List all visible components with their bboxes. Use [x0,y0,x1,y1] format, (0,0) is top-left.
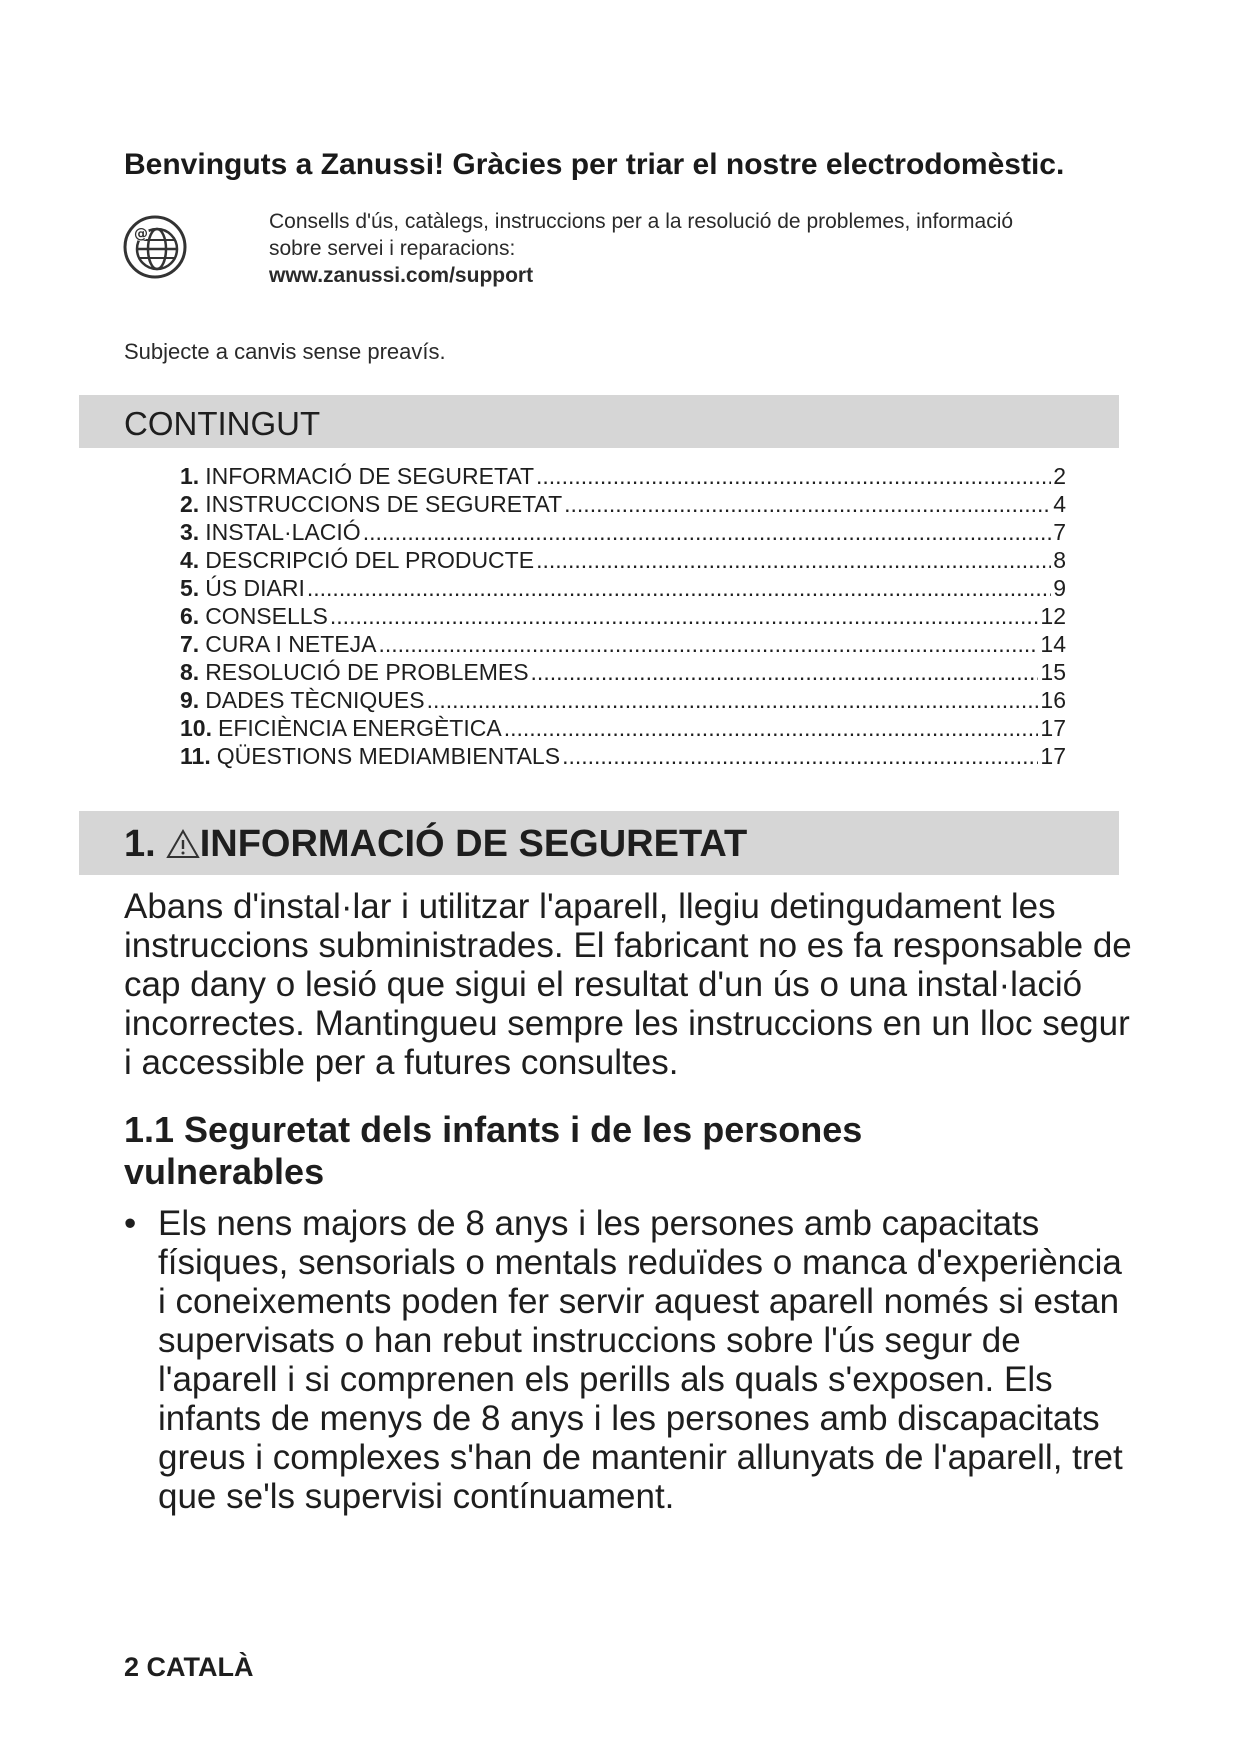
toc-item[interactable] [180,462,1066,490]
section-title [124,824,747,864]
toc-leader-dots [562,742,1038,770]
toc-leader-dots [427,686,1039,714]
svg-text:@: @ [134,226,148,242]
toc-item-number: 1. [180,463,200,489]
support-text-line2: sobre servei i reparacions: [269,237,516,260]
support-info [269,208,1149,289]
toc-item-page: 8 [1053,547,1066,573]
toc-item-number: 11. [180,743,211,769]
toc-item-page: 15 [1040,659,1066,685]
toc-item-label: EFICIÈNCIA ENERGÈTICA [217,715,502,741]
toc-item-label: INFORMACIÓ DE SEGURETAT [205,463,535,489]
toc-leader-dots [536,462,1051,490]
toc-item-label: QÜESTIONS MEDIAMBIENTALS [216,743,561,769]
toc-item-page: 9 [1053,575,1066,601]
toc-item-number: 7. [180,631,200,657]
subsection-title: 1.1 Seguretat dels infants i de les persones vulnerables [124,1109,863,1192]
page-footer: 2 CATALÀ [124,1652,254,1682]
toc-item-label: INSTRUCCIONS DE SEGURETAT [205,491,563,517]
toc-item-label: RESOLUCIÓ DE PROBLEMES [205,659,529,685]
toc-item[interactable] [180,742,1066,770]
toc-item-number: 10. [180,715,212,741]
toc-item-page: 17 [1040,743,1066,769]
toc-item-number: 2. [180,491,200,517]
toc-item-page: 12 [1040,603,1066,629]
toc-item-number: 6. [180,603,200,629]
toc-item-number: 5. [180,575,200,601]
toc-leader-dots [536,546,1051,574]
toc-item[interactable] [180,602,1066,630]
toc-item-number: 8. [180,659,200,685]
section-header-bar [79,811,1119,875]
globe-icon [122,214,188,280]
toc-item[interactable] [180,574,1066,602]
table-of-contents [180,462,1066,770]
toc-leader-dots [363,518,1052,546]
toc-item-page: 7 [1053,519,1066,545]
support-url-link[interactable]: www.zanussi.com/support [269,264,534,287]
toc-item[interactable] [180,630,1066,658]
toc-header-bar [79,395,1119,448]
toc-leader-dots [564,490,1051,518]
toc-item-number: 4. [180,547,200,573]
toc-item-page: 16 [1040,687,1066,713]
toc-item-label: DESCRIPCIÓ DEL PRODUCTE [205,547,535,573]
toc-item-label: INSTAL·LACIÓ [205,519,361,545]
support-text-line1: Consells d'ús, catàlegs, instruccions per a la resolució de problemes, informació [269,210,1014,233]
warning-icon [166,829,200,859]
bullet-text: Els nens majors de 8 anys i les persones amb capacitats físiques, sensorials o mentals reduïdes o manca d'experiència i coneixements poden fer servir aquest aparell només si estan supervisats o han rebut instruccions sobre l'ús segur de l'aparell i si comprenen els perills als quals s'exposen. Els infants de menys de 8 anys i les persones amb discapacitats greus i complexes s'han de mantenir allunyats de l'aparell, tret que se'ls supervisi contínuament. [158,1204,1123,1516]
toc-item-page: 4 [1053,491,1066,517]
bullet-item [124,1204,1124,1516]
welcome-heading: Benvinguts a Zanussi! Gràcies per triar el nostre electrodomèstic. [124,148,1065,181]
toc-item[interactable] [180,546,1066,574]
toc-item-page: 14 [1040,631,1066,657]
change-notice: Subjecte a canvis sense preavís. [124,339,446,364]
toc-item-page: 2 [1053,463,1066,489]
section-intro-paragraph: Abans d'instal·lar i utilitzar l'aparell, llegiu detingudament les instruccions subministrades. El fabricant no es fa responsable de cap dany o lesió que sigui el resultat d'un ús o una instal·lació incorrectes. Mantingueu sempre les instruccions en un lloc segur i accessible per a futures consultes. [124,887,1132,1082]
toc-item[interactable] [180,686,1066,714]
toc-item-label: CONSELLS [205,603,328,629]
toc-item[interactable] [180,658,1066,686]
toc-leader-dots [531,658,1039,686]
toc-item-label: ÚS DIARI [205,575,305,601]
bullet-marker: • [124,1204,137,1243]
section-number: 1. [124,823,156,865]
toc-leader-dots [504,714,1039,742]
toc-item-label: CURA I NETEJA [205,631,377,657]
section-title-text: INFORMACIÓ DE SEGURETAT [199,823,748,865]
toc-leader-dots [330,602,1039,630]
toc-item[interactable] [180,714,1066,742]
toc-item[interactable] [180,490,1066,518]
toc-leader-dots [307,574,1051,602]
toc-item[interactable] [180,518,1066,546]
toc-item-label: DADES TÈCNIQUES [205,687,425,713]
toc-item-number: 9. [180,687,200,713]
toc-leader-dots [378,630,1038,658]
toc-item-page: 17 [1040,715,1066,741]
toc-item-number: 3. [180,519,200,545]
toc-title: CONTINGUT [124,405,321,442]
